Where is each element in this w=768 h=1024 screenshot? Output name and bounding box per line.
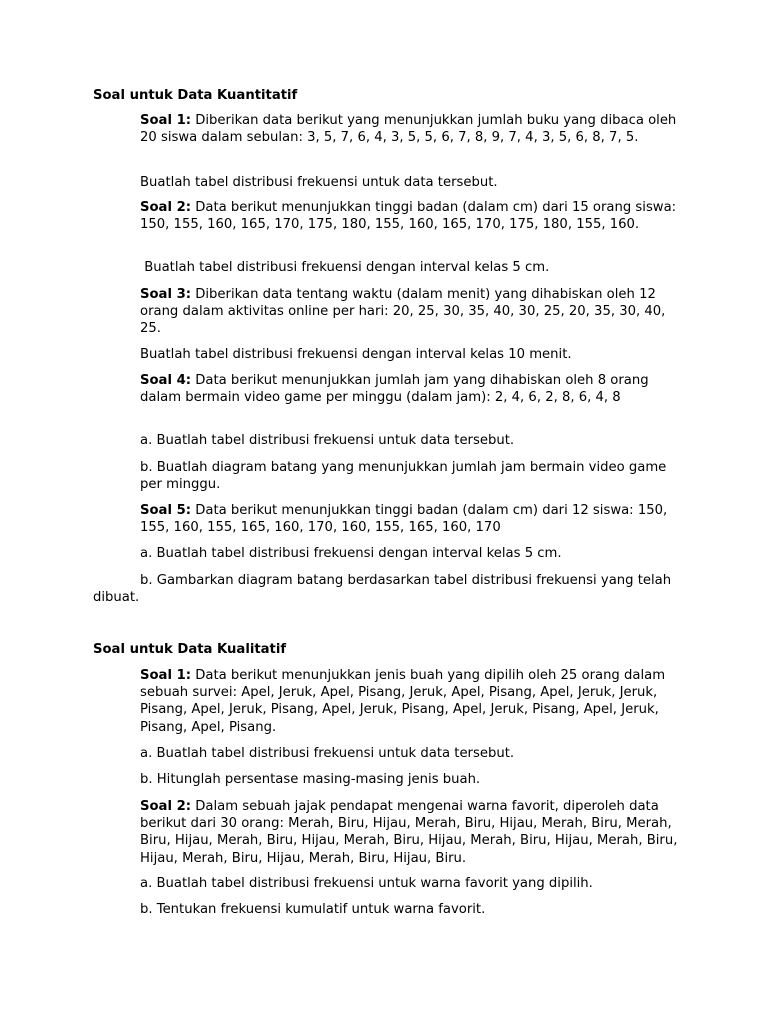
qual-question-1-part-a: a. Buatlah tabel distribusi frekuensi untuk data tersebut.: [140, 746, 515, 761]
question-label: Soal 4:: [140, 373, 192, 388]
section-heading-kualitatif: Soal untuk Data Kualitatif: [93, 642, 287, 657]
qual-question-2-part-a: a. Buatlah tabel distribusi frekuensi untuk warna favorit yang dipilih.: [140, 876, 593, 891]
question-text: Diberikan data berikut yang menunjukkan jumlah buku yang dibaca oleh 20 siswa dalam sebulan: 3, 5, 7, 6, 4, 3, 5, 5, 6, 7, 8, 9, 7, 4, 3, 5, 6, 8, 7, 5.: [140, 113, 677, 146]
quant-question-3: [140, 286, 680, 338]
question-text: Data berikut menunjukkan jenis buah yang dipilih oleh 25 orang dalam sebuah survei: Apel, Jeruk, Apel, Pisang, Jeruk, Apel, Pisang, Apel, Jeruk, Jeruk, Pisang, Apel, Jeruk, Pisang, Apel, Jeruk, Pisang, Apel, Jeruk, Pisang, Apel, Jeruk, Pisang, Apel, Pisang.: [140, 668, 666, 735]
question-label: Soal 3:: [140, 287, 192, 302]
question-label: Soal 5:: [140, 503, 192, 518]
quant-question-4-part-b: b. Buatlah diagram batang yang menunjukkan jumlah jam bermain video game per minggu.: [140, 460, 667, 493]
quant-question-4: [140, 372, 680, 406]
quant-question-5: [140, 502, 680, 536]
question-text: Data berikut menunjukkan jumlah jam yang dihabiskan oleh 8 orang dalam bermain video game per minggu (dalam jam): 2, 4, 6, 2, 8, 6, 4, 8: [140, 373, 649, 406]
section-heading-kuantitatif: Soal untuk Data Kuantitatif: [93, 88, 298, 103]
quant-question-5-part-a: a. Buatlah tabel distribusi frekuensi dengan interval kelas 5 cm.: [140, 546, 562, 561]
question-label: Soal 1:: [140, 668, 192, 683]
quant-question-1-task: Buatlah tabel distribusi frekuensi untuk data tersebut.: [140, 175, 498, 190]
quant-question-2-task: Buatlah tabel distribusi frekuensi dengan interval kelas 5 cm.: [140, 260, 550, 275]
quant-question-2: [140, 199, 680, 233]
qual-question-2-part-b: b. Tentukan frekuensi kumulatif untuk warna favorit.: [140, 902, 486, 917]
qual-question-2: [140, 798, 680, 867]
quant-question-3-task: Buatlah tabel distribusi frekuensi dengan interval kelas 10 menit.: [140, 347, 572, 362]
qual-question-1-part-b: b. Hitunglah persentase masing-masing jenis buah.: [140, 772, 481, 787]
qual-question-1: [140, 667, 680, 736]
question-label: Soal 1:: [140, 113, 192, 128]
quant-question-4-part-a: a. Buatlah tabel distribusi frekuensi untuk data tersebut.: [140, 433, 515, 448]
question-text: Data berikut menunjukkan tinggi badan (dalam cm) dari 15 orang siswa: 150, 155, 160, 165, 170, 175, 180, 155, 160, 165, 170, 175, 180, 155, 160.: [140, 200, 677, 233]
quant-question-1: [140, 112, 680, 146]
quant-question-5-part-b: b. Gambarkan diagram batang berdasarkan tabel distribusi frekuensi yang telah dibuat.: [93, 573, 672, 606]
question-label: Soal 2:: [140, 200, 192, 215]
question-text: Dalam sebuah jajak pendapat mengenai warna favorit, diperoleh data berikut dari 30 orang: Merah, Biru, Hijau, Merah, Biru, Hijau, Merah, Biru, Merah, Biru, Hijau, Merah, Biru, Hijau, Merah, Biru, Hijau, Merah, Biru, Hijau, Merah, Biru, Hijau, Merah, Biru, Hijau, Merah, Biru, Hijau, Biru.: [140, 799, 678, 866]
question-label: Soal 2:: [140, 799, 192, 814]
question-text: Diberikan data tentang waktu (dalam menit) yang dihabiskan oleh 12 orang dalam aktivitas online per hari: 20, 25, 30, 35, 40, 30, 25, 20, 35, 30, 40, 25.: [140, 287, 666, 337]
question-text: Data berikut menunjukkan tinggi badan (dalam cm) dari 12 siswa: 150, 155, 160, 155, 165, 160, 170, 160, 155, 165, 160, 170: [140, 503, 668, 536]
